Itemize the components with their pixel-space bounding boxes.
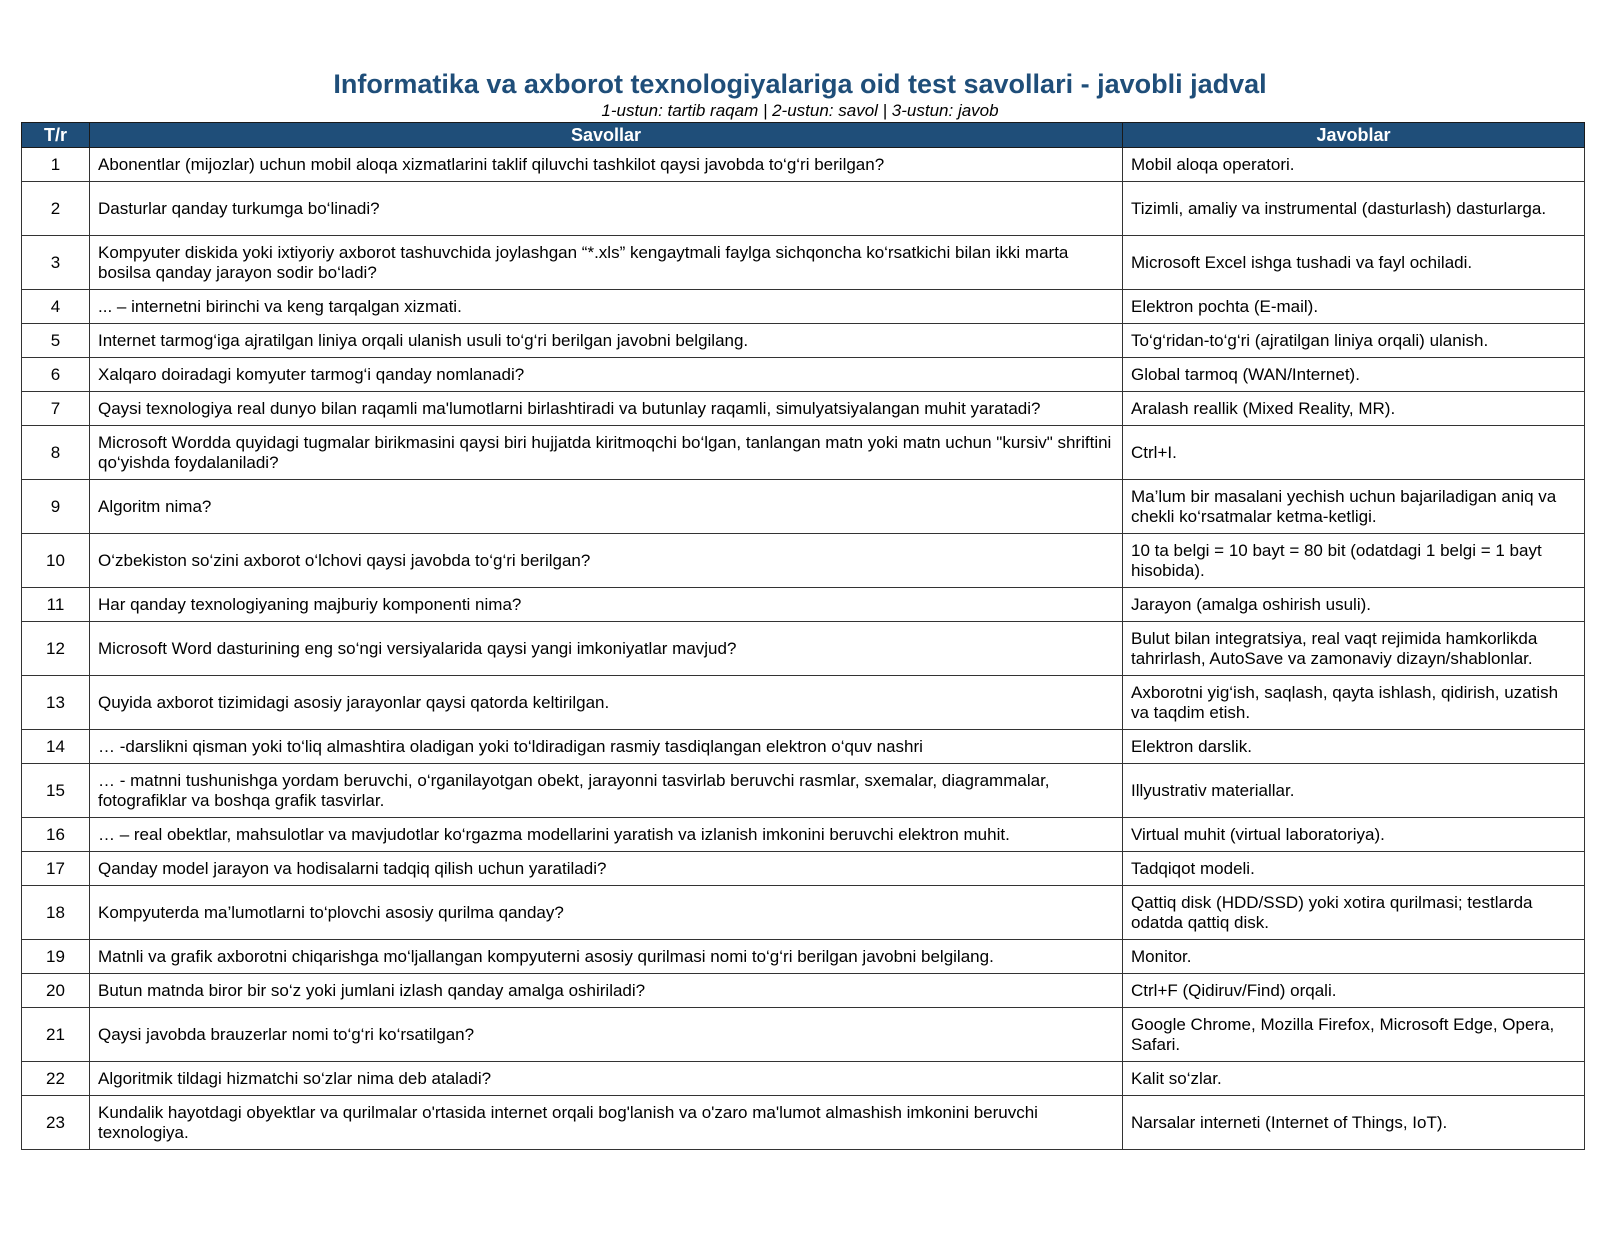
row-answer: Ctrl+F (Qidiruv/Find) orqali. — [1123, 974, 1585, 1008]
page-title: Informatika va axborot texnologiyalariga oid test savollari - javobli jadval — [333, 69, 1267, 99]
row-number: 21 — [22, 1008, 90, 1062]
row-answer: Tizimli, amaliy va instrumental (dasturlash) dasturlarga. — [1123, 182, 1585, 236]
row-question: Kompyuter diskida yoki ixtiyoriy axborot tashuvchida joylashgan “*.xls” kengaytmali faylga sichqoncha ko‘rsatkichi bilan ikki marta bosilsa qanday jarayon sodir bo‘ladi? — [90, 236, 1123, 290]
table-row — [22, 480, 1585, 534]
row-number: 4 — [22, 290, 90, 324]
table-row — [22, 974, 1585, 1008]
row-number: 15 — [22, 764, 90, 818]
row-question: Xalqaro doiradagi komyuter tarmog‘i qanday nomlanadi? — [90, 358, 1123, 392]
table-row — [22, 236, 1585, 290]
row-answer: Global tarmoq (WAN/Internet). — [1123, 358, 1585, 392]
table-header-row — [22, 123, 1585, 148]
row-question: ... – internetni birinchi va keng tarqalgan xizmati. — [90, 290, 1123, 324]
row-answer: Qattiq disk (HDD/SSD) yoki xotira qurilmasi; testlarda odatda qattiq disk. — [1123, 886, 1585, 940]
table-row — [22, 1062, 1585, 1096]
table-row — [22, 764, 1585, 818]
row-number: 23 — [22, 1096, 90, 1150]
row-question: Butun matnda biror bir so‘z yoki jumlani izlash qanday amalga oshiriladi? — [90, 974, 1123, 1008]
row-number: 17 — [22, 852, 90, 886]
row-number: 3 — [22, 236, 90, 290]
row-question: Quyida axborot tizimidagi asosiy jarayonlar qaysi qatorda keltirilgan. — [90, 676, 1123, 730]
row-question: Microsoft Word dasturining eng so‘ngi versiyalarida qaysi yangi imkoniyatlar mavjud? — [90, 622, 1123, 676]
row-answer: Kalit so‘zlar. — [1123, 1062, 1585, 1096]
row-answer: Illyustrativ materiallar. — [1123, 764, 1585, 818]
table-row — [22, 148, 1585, 182]
row-number: 6 — [22, 358, 90, 392]
row-answer: Microsoft Excel ishga tushadi va fayl ochiladi. — [1123, 236, 1585, 290]
row-number: 5 — [22, 324, 90, 358]
row-answer: Narsalar interneti (Internet of Things, IoT). — [1123, 1096, 1585, 1150]
row-answer: To‘g‘ridan-to‘g‘ri (ajratilgan liniya orqali) ulanish. — [1123, 324, 1585, 358]
table-row — [22, 534, 1585, 588]
table-row — [22, 290, 1585, 324]
row-number: 20 — [22, 974, 90, 1008]
header-questions: Savollar — [90, 123, 1123, 148]
row-number: 16 — [22, 818, 90, 852]
row-question: Matnli va grafik axborotni chiqarishga mo‘ljallangan kompyuterni asosiy qurilmasi nomi to‘g‘ri berilgan javobni belgilang. — [90, 940, 1123, 974]
row-question: Har qanday texnologiyaning majburiy komponenti nima? — [90, 588, 1123, 622]
row-number: 8 — [22, 426, 90, 480]
row-number: 22 — [22, 1062, 90, 1096]
row-question: Algoritmik tildagi hizmatchi so‘zlar nima deb ataladi? — [90, 1062, 1123, 1096]
row-answer: Axborotni yig‘ish, saqlash, qayta ishlash, qidirish, uzatish va taqdim etish. — [1123, 676, 1585, 730]
row-number: 13 — [22, 676, 90, 730]
table-row — [22, 622, 1585, 676]
table-row — [22, 886, 1585, 940]
row-number: 19 — [22, 940, 90, 974]
row-number: 18 — [22, 886, 90, 940]
table-row — [22, 852, 1585, 886]
row-question: Kompyuterda ma’lumotlarni to‘plovchi asosiy qurilma qanday? — [90, 886, 1123, 940]
header-answers: Javoblar — [1123, 123, 1585, 148]
row-question: Qaysi texnologiya real dunyo bilan raqamli ma'lumotlarni birlashtiradi va butunlay raqamli, simulyatsiyalangan muhit yaratadi? — [90, 392, 1123, 426]
row-answer: Mobil aloqa operatori. — [1123, 148, 1585, 182]
row-answer: 10 ta belgi = 10 bayt = 80 bit (odatdagi 1 belgi = 1 bayt hisobida). — [1123, 534, 1585, 588]
row-answer: Ma’lum bir masalani yechish uchun bajariladigan aniq va chekli ko‘rsatmalar ketma-ketligi. — [1123, 480, 1585, 534]
table-row — [22, 182, 1585, 236]
table-row — [22, 426, 1585, 480]
row-number: 11 — [22, 588, 90, 622]
row-answer: Tadqiqot modeli. — [1123, 852, 1585, 886]
qa-table — [21, 122, 1585, 1150]
row-answer: Elektron darslik. — [1123, 730, 1585, 764]
row-answer: Ctrl+I. — [1123, 426, 1585, 480]
row-question: Internet tarmog‘iga ajratilgan liniya orqali ulanish usuli to‘g‘ri berilgan javobni belgilang. — [90, 324, 1123, 358]
table-row — [22, 1008, 1585, 1062]
row-number: 14 — [22, 730, 90, 764]
table-row — [22, 1096, 1585, 1150]
row-question: Qaysi javobda brauzerlar nomi to‘g‘ri ko‘rsatilgan? — [90, 1008, 1123, 1062]
row-question: Qanday model jarayon va hodisalarni tadqiq qilish uchun yaratiladi? — [90, 852, 1123, 886]
header-number: T/r — [22, 123, 90, 148]
row-answer: Elektron pochta (E-mail). — [1123, 290, 1585, 324]
table-row — [22, 818, 1585, 852]
row-number: 10 — [22, 534, 90, 588]
table-row — [22, 588, 1585, 622]
row-number: 7 — [22, 392, 90, 426]
row-answer: Virtual muhit (virtual laboratoriya). — [1123, 818, 1585, 852]
row-number: 1 — [22, 148, 90, 182]
row-number: 2 — [22, 182, 90, 236]
row-question: … – real obektlar, mahsulotlar va mavjudotlar ko‘rgazma modellarini yaratish va izlanish imkonini beruvchi elektron muhit. — [90, 818, 1123, 852]
row-number: 9 — [22, 480, 90, 534]
table-row — [22, 676, 1585, 730]
row-question: Dasturlar qanday turkumga bo‘linadi? — [90, 182, 1123, 236]
row-question: Kundalik hayotdagi obyektlar va qurilmalar o'rtasida internet orqali bog'lanish va o'zaro ma'lumot almashish imkonini beruvchi texnologiya. — [90, 1096, 1123, 1150]
row-question: O‘zbekiston so‘zini axborot o‘lchovi qaysi javobda to‘g‘ri berilgan? — [90, 534, 1123, 588]
row-question: … -darslikni qisman yoki to‘liq almashtira oladigan yoki to‘ldiradigan rasmiy tasdiqlangan elektron o‘quv nashri — [90, 730, 1123, 764]
table-row — [22, 730, 1585, 764]
row-answer: Google Chrome, Mozilla Firefox, Microsoft Edge, Opera, Safari. — [1123, 1008, 1585, 1062]
row-question: … - matnni tushunishga yordam beruvchi, o‘rganilayotgan obekt, jarayonni tasvirlab beruvchi rasmlar, sxemalar, diagrammalar, fotografiklar va boshqa grafik tasvirlar. — [90, 764, 1123, 818]
row-question: Algoritm nima? — [90, 480, 1123, 534]
row-number: 12 — [22, 622, 90, 676]
row-question: Abonentlar (mijozlar) uchun mobil aloqa xizmatlarini taklif qiluvchi tashkilot qaysi javobda to‘g‘ri berilgan? — [90, 148, 1123, 182]
table-row — [22, 940, 1585, 974]
row-answer: Aralash reallik (Mixed Reality, MR). — [1123, 392, 1585, 426]
row-answer: Jarayon (amalga oshirish usuli). — [1123, 588, 1585, 622]
row-question: Microsoft Wordda quyidagi tugmalar birikmasini qaysi biri hujjatda kiritmoqchi bo‘lgan, tanlangan matn yoki matn uchun "kursiv" shriftini qo‘yishda foydalaniladi? — [90, 426, 1123, 480]
row-answer: Monitor. — [1123, 940, 1585, 974]
table-row — [22, 392, 1585, 426]
table-row — [22, 324, 1585, 358]
page-subtitle: 1-ustun: tartib raqam | 2-ustun: savol | 3-ustun: javob — [601, 101, 999, 120]
row-answer: Bulut bilan integratsiya, real vaqt rejimida hamkorlikda tahrirlash, AutoSave va zamonaviy dizayn/shablonlar. — [1123, 622, 1585, 676]
table-row — [22, 358, 1585, 392]
